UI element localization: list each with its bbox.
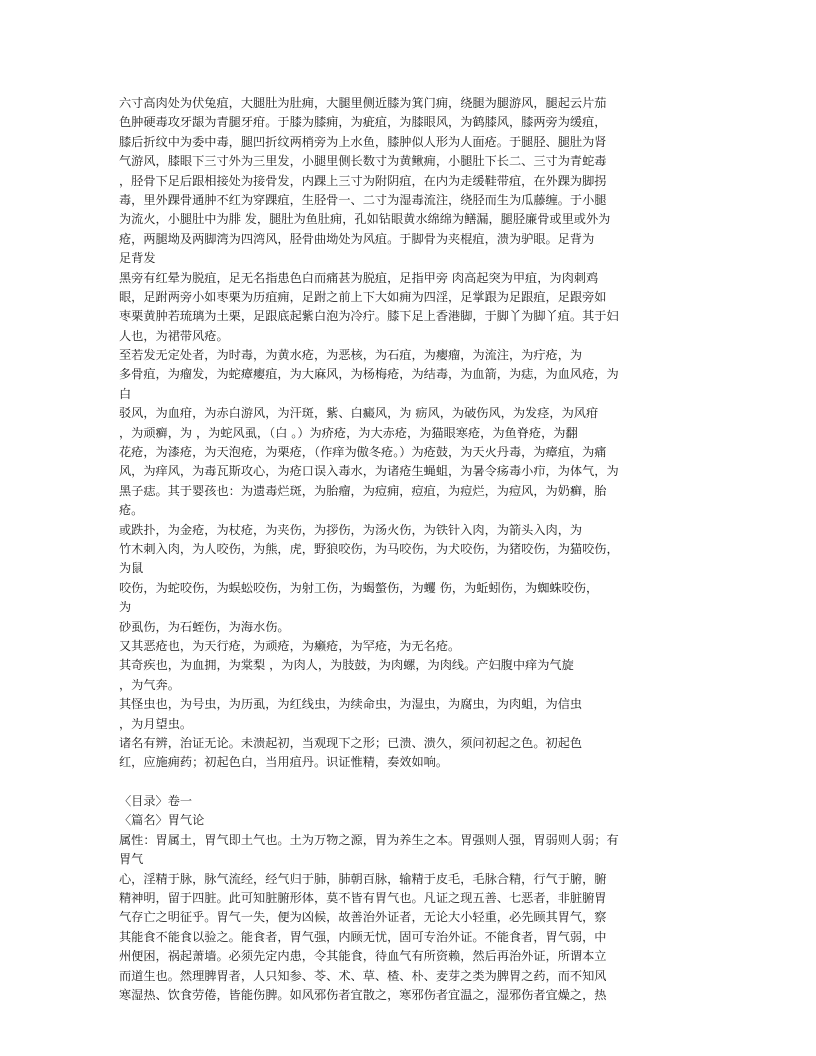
text-line: 气存亡之明征乎。胃气一失，便为凶候，故善治外证者，无论大小轻重，必先顾其胃气，察 [119,910,607,925]
text-line: 咬伤，为蛇咬伤，为蜈蚣咬伤，为射工伤，为蝎螫伤，为蠼 伤，为蚯蚓伤，为蜘蛛咬伤， [119,580,599,595]
text-line: 其能食不能食以验之。能食者，胃气强，内顾无忧，固可专治外证。不能食者，胃气弱，中 [119,929,607,944]
text-line: 膝后折纹中为委中毒，腿凹折纹两梢旁为上水鱼，膝肿似人形为人面疮。于腿胫、腿肚为肾 [119,134,607,149]
text-line: 花疮，为漆疮，为天泡疮，为栗疮，（作痒为傲冬疮。）为疮鼓，为天火丹毒，为瘴疽，为痛 [119,445,607,460]
text-line: 寒湿热、饮食劳倦，皆能伤脾。如风邪伤者宜散之，寒邪伤者宜温之，湿邪伤者宜燥之，热 [119,987,607,1002]
text-line: ，为月望虫。 [119,716,193,731]
text-line: 又其恶疮也，为天行疮，为顽疮，为癞疮，为罕疮，为无名疮。 [119,638,461,653]
text-line: 诸名有辨，治证无论。未溃起初，当观现下之形；已溃、溃久，须问初起之色。初起色 [119,735,583,750]
text-line: 心，淫精于脉，脉气流经，经气归于肺，肺朝百脉，输精于皮毛，毛脉合精，行气于腑，腑 [119,871,607,886]
text-line: 至若发无定处者，为时毒，为黄水疮，为恶核，为石疽，为瘿瘤，为流注，为疔疮，为 [119,348,583,363]
text-line: 为 [119,600,132,615]
text-line: 毒，里外踝骨通肿不红为穿踝疽，生胫骨一、二寸为湿毒流注，绕胫而生为瓜藤缠。于小腿 [119,192,607,207]
text-line: 疮。 [119,503,144,518]
document-page [119,94,703,1005]
section-gap [119,773,703,792]
text-line: 色肿硬毒攻牙龈为青腿牙疳。于膝为膝痈，为疵疽，为膝眼风，为鹤膝风，膝两旁为缓疽， [119,115,607,130]
text-section-leg-foot-sores [119,94,703,773]
text-line: 砂虱伤，为石蛭伤，为海水伤。 [119,619,290,634]
text-line: 或跌扑，为金疮，为杖疮，为夹伤，为拶伤，为汤火伤，为铁针入肉，为箭头入肉，为 [119,522,583,537]
text-line: 胃气 [119,852,144,867]
chapter-title: 〈篇名〉胃气论 [119,813,205,828]
text-line: 精神明，留于四脏。此可知脏腑形体，莫不皆有胃气也。凡证之现五善、七恶者，非脏腑胃 [119,891,607,906]
text-line: 多骨疽，为瘤发，为蛇瘴瘿疽，为大麻风，为杨梅疮，为结毒，为血箭，为痣，为血风疮，为 [119,367,619,382]
text-line: ，为顽癣，为 ，为蛇风虱，（白 。）为疥疮，为大赤疮，为猫眼寒疮，为鱼脊疮，为翻 [119,425,578,440]
text-line: 足背发 [119,251,156,266]
text-line: 黑子痣。其于婴孩也：为遗毒烂斑，为胎瘤，为痘痈，痘疽，为痘烂，为痘风，为奶癣，胎 [119,483,607,498]
text-line: 其怪虫也，为号虫，为历虱，为红线虫，为续命虫，为湿虫，为腐虫，为肉蛆，为信虫 [119,697,583,712]
text-line: 气游风，膝眼下三寸外为三里发，小腿里侧长数寸为黄鳅痈，小腿肚下长二、三寸为青蛇毒 [119,154,607,169]
text-line: 红，应施痈药；初起色白，当用疽丹。识证惟精，奏效如响。 [119,755,449,770]
text-line: 属性：胃属土，胃气即土气也。土为万物之源，胃为养生之本。胃强则人强，胃弱则人弱；有 [119,832,619,847]
text-line: ，胫骨下足后跟相接处为接骨发，内踝上三寸为附阴疽，在内为走缓鞋带疽，在外踝为脚拐 [119,173,607,188]
text-line: 疮，两腿坳及两脚湾为四湾风，胫骨曲坳处为风疽。于脚骨为夹棍疽，溃为驴眼。足背为 [119,231,595,246]
text-line: 州便困，祸起萧墙。必须先定内患，令其能食，待血气有所资赖，然后再治外证，所谓本立 [119,949,607,964]
text-line: 六寸高肉处为伏兔疽，大腿肚为肚痈，大腿里侧近膝为箕门痈，绕腿为腿游风，腿起云片茄 [119,96,607,110]
text-line: 其奇疾也，为血拥，为棠梨 ，为肉人，为肢鼓，为肉螺，为肉线。产妇腹中痒为气旋 [119,658,574,673]
text-line: ，为气奔。 [119,677,180,692]
text-line: 为流火，小腿肚中为腓 发，腿肚为鱼肚痈，孔如钻眼黄水绵绵为鳝漏，腿胫廉骨或里或外为 [119,212,611,227]
text-line: 而道生也。然理脾胃者，人只知参、苓、术、草、楂、朴、麦芽之类为脾胃之药，而不知风 [119,968,607,983]
text-line: 枣栗黄肿若琉璃为土栗，足跟底起紫白泡为冷疔。膝下足上香港脚，于脚丫为脚丫疽。其于妇 [119,309,619,324]
text-line: 白 [119,386,132,401]
text-line: 黑旁有红晕为脱疽，足无名指患色白而痛甚为脱疽，足指甲旁 肉高起突为甲疽，为肉刺鸡 [119,270,599,285]
toc-heading: 〈目录〉卷一 [119,794,193,809]
text-section-stomach-qi [119,792,703,1005]
text-line: 人也，为裙带风疮。 [119,328,229,343]
text-line: 眼，足跗两旁小如枣栗为历疽痈，足跗之前上下大如痈为四淫，足掌跟为足跟疽，足跟旁如 [119,289,607,304]
text-line: 风，为痒风，为毒瓦斯攻心，为疮口误入毒水，为诸疮生蝇蛆，为暑令疡毒小疖，为体气，为 [119,464,619,479]
text-line: 驳风，为血疳，为赤白游风，为汗斑，紫、白癜风，为 疬风，为破伤风，为发痉，为风疳 [119,406,599,421]
chapter-body [119,831,703,1006]
text-line: 竹木刺入肉，为人咬伤，为熊，虎，野狼咬伤，为马咬伤，为犬咬伤，为猪咬伤，为猫咬伤， [119,541,619,556]
text-line: 为鼠 [119,561,144,576]
